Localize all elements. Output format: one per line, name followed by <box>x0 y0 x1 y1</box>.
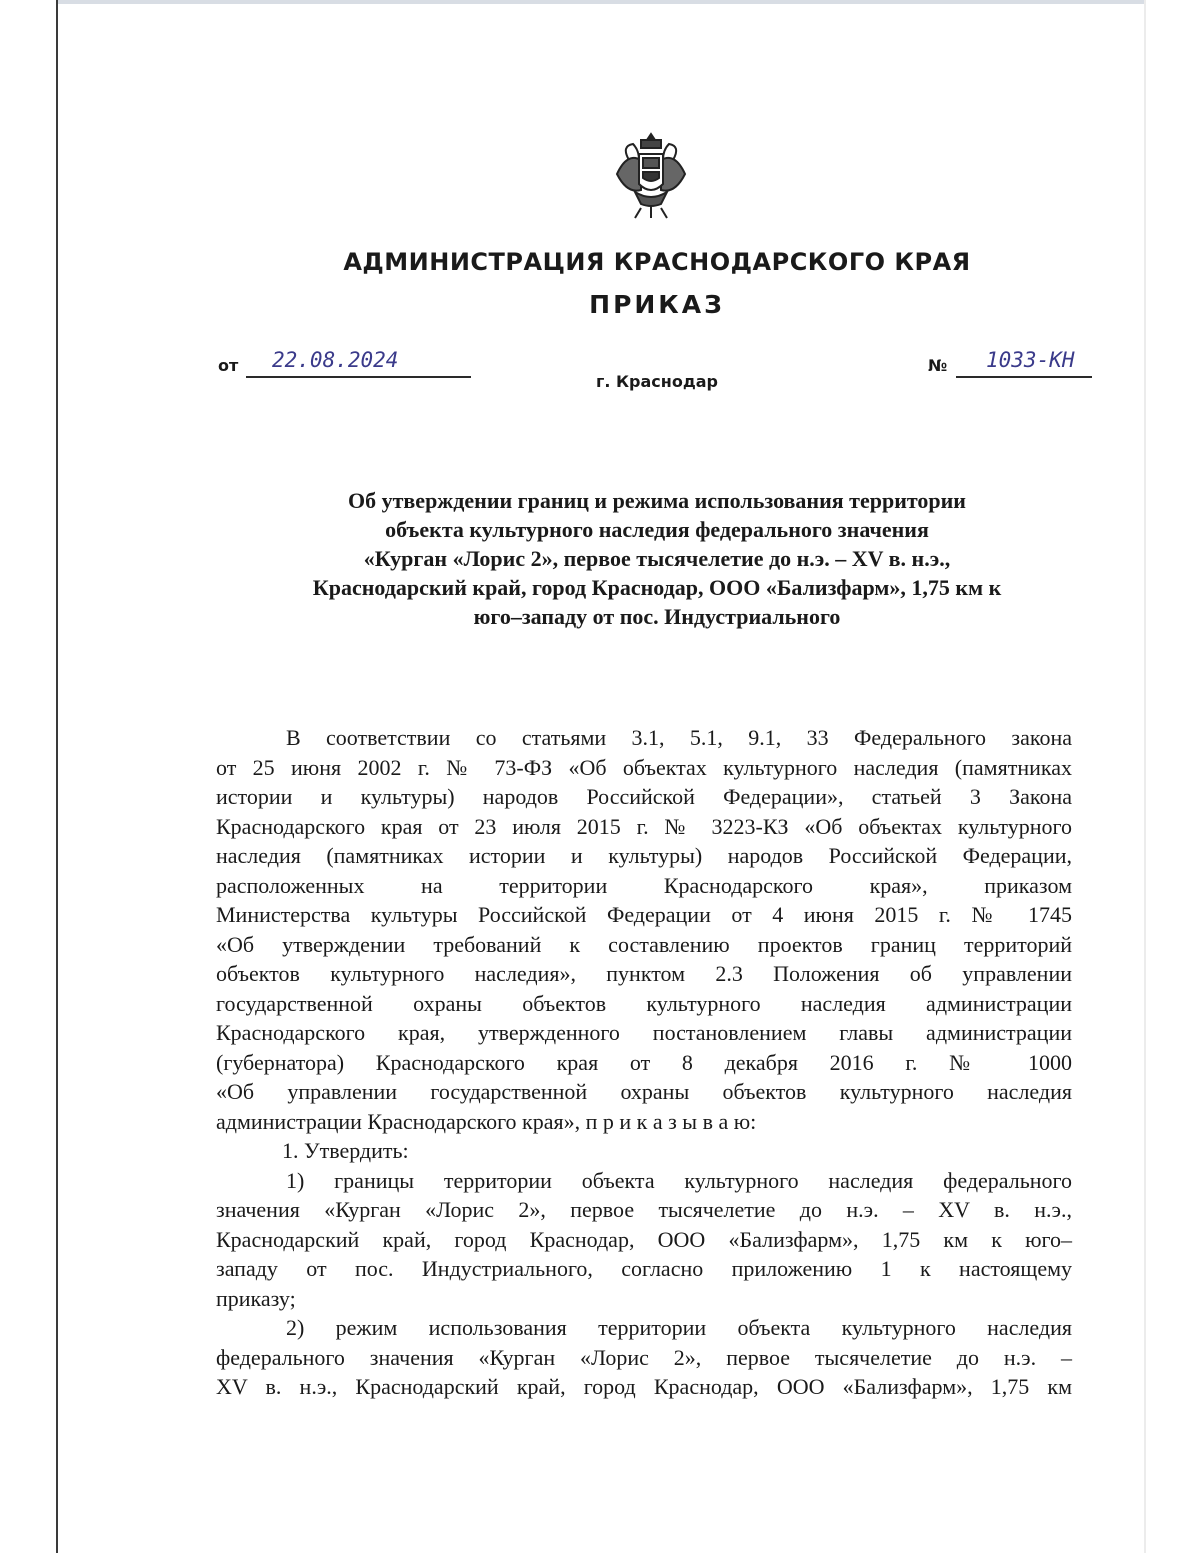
scan-right-edge <box>1144 0 1146 1553</box>
body-line: приказу; <box>216 1285 296 1311</box>
body-line: 1) границы территории объекта культурного наследия федерального <box>286 1167 1072 1193</box>
body-line: федерального значения «Курган «Лорис 2», первое тысячелетие до н.э. – <box>216 1344 1072 1370</box>
body-line: объектов культурного наследия», пунктом 2.3 Положения об управлении <box>216 961 1072 986</box>
body-line: значения «Курган «Лорис 2», первое тысячелетие до н.э. – XV в. н.э., <box>216 1197 1072 1222</box>
title-line: Краснодарский край, город Краснодар, ООО «Бализфарм», 1,75 км к <box>312 575 1002 600</box>
body-line: XV в. н.э., Краснодарский край, город Краснодар, ООО «Бализфарм», 1,75 км <box>216 1374 1072 1399</box>
document-body <box>216 723 1072 1402</box>
body-line: Краснодарского края от 23 июля 2015 г. № 3223-КЗ «Об объектах культурного <box>216 813 1072 839</box>
body-line: истории и культуры) народов Российской Федерации», статьей 3 Закона <box>216 784 1072 809</box>
body-line: 1. Утвердить: <box>282 1138 409 1163</box>
date-value: 22.08.2024 <box>272 348 399 372</box>
body-line: западу от пос. Индустриального, согласно приложению 1 к настоящему <box>216 1256 1072 1281</box>
coat-of-arms-icon <box>611 130 691 222</box>
title-line: Об утверждении границ и режима использования территории <box>348 488 966 513</box>
title-line: объекта культурного наследия федерального значения <box>385 517 929 542</box>
body-line: «Об управлении государственной охраны объектов культурного наследия <box>216 1079 1072 1104</box>
title-line: юго–западу от пос. Индустриального <box>473 604 841 629</box>
city-line: г. Краснодар <box>595 372 719 391</box>
body-line: В соответствии со статьями 3.1, 5.1, 9.1, 33 Федерального закона <box>286 725 1072 750</box>
scan-left-edge <box>56 0 58 1553</box>
title-line: «Курган «Лорис 2», первое тысячелетие до н.э. – XV в. н.э., <box>363 546 951 571</box>
scan-top-edge <box>56 0 1146 4</box>
date-prefix: от <box>218 356 239 375</box>
body-line: администрации Краснодарского края», п р и к а з ы в а ю: <box>216 1108 757 1134</box>
body-line: Министерства культуры Российской Федерации от 4 июня 2015 г. № 1745 <box>216 902 1072 927</box>
body-line: наследия (памятниках истории и культуры) народов Российской Федерации, <box>216 843 1072 868</box>
body-line: 2) режим использования территории объекта культурного наследия <box>286 1315 1072 1340</box>
body-line: (губернатора) Краснодарского края от 8 декабря 2016 г. № 1000 <box>216 1049 1072 1075</box>
body-line: от 25 июня 2002 г. № 73-ФЗ «Об объектах культурного наследия (памятниках <box>216 754 1072 780</box>
number-value: 1033-КН <box>986 348 1075 372</box>
body-line: государственной охраны объектов культурного наследия администрации <box>216 990 1072 1016</box>
body-line: расположенных на территории Краснодарского края», приказом <box>216 872 1072 898</box>
body-line: Краснодарского края, утвержденного постановлением главы администрации <box>216 1020 1072 1045</box>
number-prefix: № <box>928 356 948 375</box>
document-type-heading: ПРИКАЗ <box>589 290 725 319</box>
body-line: Краснодарский край, город Краснодар, ООО «Бализфарм», 1,75 км к юго– <box>216 1226 1072 1252</box>
body-line: «Об утверждении требований к составлению проектов границ территорий <box>216 931 1072 957</box>
organization-heading: АДМИНИСТРАЦИЯ КРАСНОДАРСКОГО КРАЯ <box>343 248 971 276</box>
document-title <box>230 486 1084 631</box>
